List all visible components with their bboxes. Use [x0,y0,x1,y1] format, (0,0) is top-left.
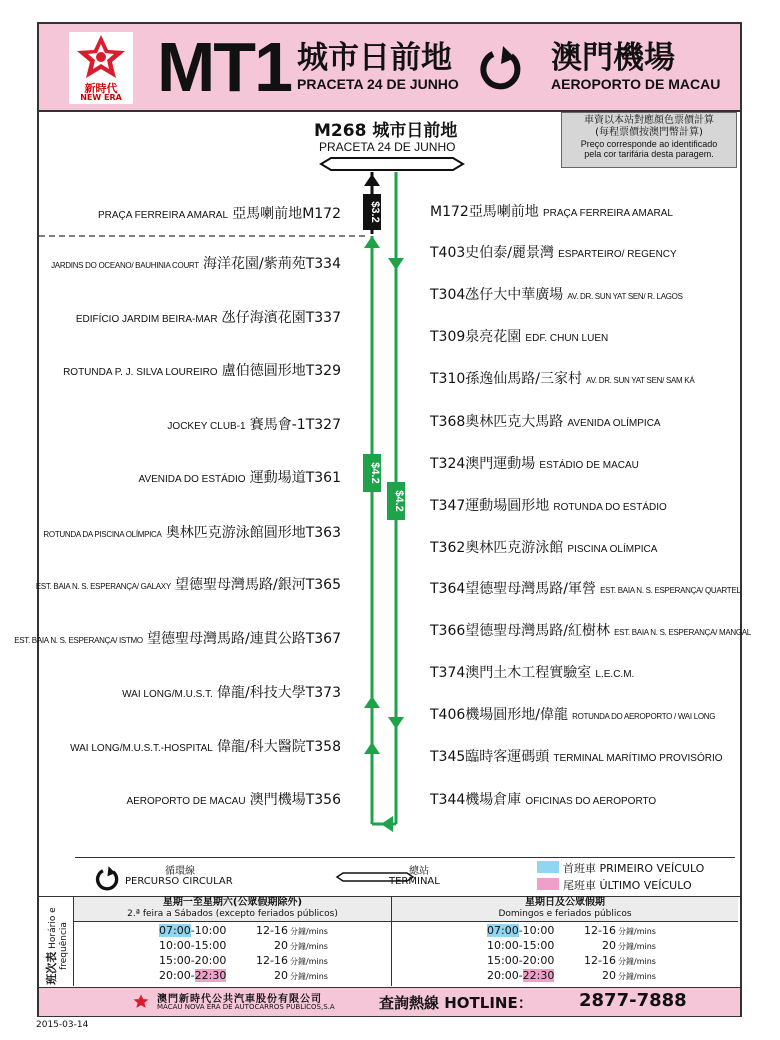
stop-name-pt: ROTUNDA DA PISCINA OLÍMPICA [43,530,162,539]
stop-name-zh: 望德聖母灣馬路/銀河 [175,577,306,593]
stop-code: T361 [305,470,341,486]
right-stop [430,455,639,475]
weekday-pt: 2.ª feira a Sábados (excepto feriados públicos) [127,909,338,919]
stop-name-zh: 氹仔海濱花園 [221,310,306,326]
fare-note-pt2: pela cor tarifária desta paragem. [584,149,714,159]
legend-circular-zh: 循環線 [165,866,195,877]
holiday-pt: Domingos e feriados públicos [498,909,632,919]
legend-circular-icon [95,864,121,892]
right-stop [430,791,656,811]
stop-name-zh: 亞馬喇前地 [232,206,303,222]
stop-name-pt: AV. DR. SUN YAT SEN/ SAM KÁ [586,376,695,385]
time-start: 20:00- [487,969,523,982]
stop-code: T403 [430,245,466,261]
right-stop [430,539,657,559]
stop-name-pt: EST. BAIA N. S. ESPERANÇA/ MANGAL [614,628,751,637]
frequency: 20 [274,969,288,982]
logo-name-en: NEW ERA [80,93,122,102]
stop-name-pt: AV. DR. SUN YAT SEN/ R. LAGOS [567,292,683,301]
stop-name-zh: 海洋花園/紫荊苑 [203,256,306,272]
right-stop [430,203,673,223]
left-stop [43,524,341,544]
stop-name-zh: 奧林匹克游泳館 [465,540,564,556]
stop-name-pt: JARDINS DO OCEANO/ BAUHINIA COURT [51,261,199,270]
time-range [159,969,226,982]
first-bus-swatch [537,861,559,873]
stop-name-pt: TERMINAL MARÍTIMO PROVISÓRIO [553,753,723,764]
time-range [487,939,554,952]
origin-name-zh: 城市日前地 [297,40,452,76]
left-stop [139,469,341,489]
stop-name-pt: PRAÇA FERREIRA AMARAL [98,210,229,221]
terminal-code: M268 [314,121,367,141]
left-stop [14,630,341,650]
stop-name-zh: 望德聖母灣馬路/軍營 [465,581,596,597]
stop-name-pt: JOCKEY CLUB-1 [167,421,246,432]
stop-code: M172 [302,206,341,222]
stop-name-pt: EST. BAIA N. S. ESPERANÇA/ ISTMO [14,636,143,645]
right-stop [430,370,694,390]
arrow-up-2 [364,696,380,708]
stop-code: T310 [430,371,466,387]
time-start: 07:00 [159,924,191,937]
schedule-table [39,896,740,987]
fare-note-zh2: (每程票價按澳門幣計算) [595,127,703,138]
stop-code: M172 [430,204,469,220]
stop-code: T374 [430,665,466,681]
time-end: -10:00 [190,924,227,937]
stop-code: T304 [430,287,466,303]
right-stop [430,664,634,684]
stop-code: T334 [305,256,341,272]
left-stop [122,684,341,704]
stop-name-pt: ESTÁDIO DE MACAU [539,460,639,471]
terminal-zh: 城市日前地 [372,121,458,141]
time-range [487,969,554,982]
time-start: 10:00 [487,939,519,952]
stop-name-zh: 澳門機場 [249,792,306,808]
frequency-unit: 分鐘/mins [618,942,656,951]
stop-name-zh: 亞馬喇前地 [468,204,539,220]
frequency: 20 [602,969,616,982]
right-stop [430,748,723,768]
stop-name-zh: 機場倉庫 [465,792,522,808]
stop-name-zh: 盧伯德圓形地 [221,363,306,379]
stop-name-pt: ESPARTEIRO/ REGENCY [558,249,677,260]
stop-name-pt: ROTUNDA P. J. SILVA LOUREIRO [63,367,218,378]
stop-name-pt: AVENIDA DO ESTÁDIO [138,474,246,485]
frequency-unit: 分鐘/mins [290,927,328,936]
frequency-unit: 分鐘/mins [618,957,656,966]
stop-name-pt: EST. BAIA N. S. ESPERANÇA/ QUARTEL [600,586,741,595]
stop-code: T337 [305,310,341,326]
stop-code: T347 [430,498,466,514]
left-stop [167,416,341,436]
stop-code: T365 [305,577,341,593]
company-name-pt: MACAU NOVA ERA DE AUTOCARROS PUBLICOS,S.A [157,1003,335,1011]
time-end: -20:00 [190,954,227,967]
frequency: 12-16 [584,954,616,967]
time-end: -15:00 [518,939,555,952]
stop-name-pt: ROTUNDA DO AEROPORTO / WAI LONG [572,712,716,721]
arrow-up-1 [364,236,380,248]
stop-name-pt: OFICINAS DO AEROPORTO [525,796,657,807]
stop-name-pt: EDF. CHUN LUEN [525,333,609,344]
stop-name-zh: 望德聖母灣馬路/連貫公路 [147,631,306,647]
holiday-zh: 星期日及公眾假期 [525,897,605,908]
stop-code: T368 [430,414,466,430]
fare-note-zh1: 車資以本站對應顏色票價計算 [584,115,714,126]
stop-code: T345 [430,749,466,765]
stop-name-zh: 臨時客運碼頭 [465,749,550,765]
stop-name-zh: 機場圓形地/偉龍 [465,707,568,723]
origin-name-pt: PRACETA 24 DE JUNHO [297,76,459,92]
stop-code: T329 [305,363,341,379]
destination-name-pt: AEROPORTO DE MACAU [551,76,721,92]
route-sign [14,22,751,1017]
legend-first-bus: 首班車 PRIMEIRO VEÍCULO [563,862,705,875]
stop-code: T356 [305,792,341,808]
time-range [487,924,554,937]
arrow-left-loop [381,816,393,832]
stop-name-zh: 奧林匹克大馬路 [465,414,564,430]
weekday-header [74,897,392,922]
hotline-label: 查詢熱線 HOTLINE： [379,994,533,1012]
route-line-diagram [39,24,740,854]
time-start: 15:00 [487,954,519,967]
stop-name-pt: PRAÇA FERREIRA AMARAL [542,208,673,219]
stop-code: T358 [305,739,341,755]
footer-logo-icon [131,991,151,1011]
holiday-header [392,897,738,922]
hotline-number[interactable]: 2877-7888 [579,990,687,1011]
arrow-up-black [364,174,380,186]
time-start: 20:00- [159,969,195,982]
stop-name-zh: 偉龍/科技大學 [217,685,306,701]
fare-label-a: $3.2 [369,201,381,223]
frequency: 20 [274,939,288,952]
stop-name-zh: 氹仔大中華廣場 [465,287,564,303]
frequency: 12-16 [256,924,288,937]
stop-name-zh: 運動場道 [249,470,306,486]
right-stop [430,328,608,348]
time-end: 22:30 [194,969,227,982]
route-number: MT1 [157,28,291,106]
print-date: 2015-03-14 [36,1020,89,1030]
stop-code: T364 [430,581,466,597]
fare-label-b: $4.2 [369,462,381,484]
left-stop [126,791,341,811]
footer [39,987,740,1016]
arrow-down-1 [388,258,404,270]
stop-code: T373 [305,685,341,701]
right-stop [430,706,715,726]
weekday-zh: 星期一至星期六(公眾假期除外) [162,897,303,908]
left-stop [36,576,341,596]
left-stop [70,738,341,758]
logo-name-zh: 新時代 [84,82,118,95]
stop-code: T366 [430,623,466,639]
stop-name-zh: 澳門運動場 [465,456,536,472]
legend-terminal-zh: 總站 [409,866,429,877]
time-start: 07:00 [487,924,519,937]
stop-name-pt: ROTUNDA DO ESTÁDIO [553,502,667,513]
stop-name-zh: 運動場圓形地 [465,498,550,514]
time-range [159,954,226,967]
left-stop [63,362,341,382]
stop-code: T406 [430,707,466,723]
schedule-side-zh: 班次表 [45,951,58,985]
frequency-unit: 分鐘/mins [290,957,328,966]
last-bus-swatch [537,878,559,890]
right-stop [430,413,661,433]
time-range [159,939,226,952]
company-name-zh: 澳門新時代公共汽車股份有限公司 [157,994,322,1005]
stop-code: T367 [305,631,341,647]
stop-name-zh: 孫逸仙馬路/三家村 [465,371,582,387]
time-start: 15:00 [159,954,191,967]
stop-name-pt: PISCINA OLÍMPICA [567,544,658,555]
right-stop [430,286,683,306]
legend [75,857,735,896]
stop-name-pt: WAI LONG/M.U.S.T. [122,689,213,700]
stop-name-zh: 泉亮花園 [465,329,522,345]
time-range [159,924,226,937]
time-range [487,954,554,967]
stop-code: T309 [430,329,466,345]
time-end: -20:00 [518,954,555,967]
right-stop [430,497,667,517]
stop-name-pt: EST. BAIA N. S. ESPERANÇA/ GALAXY [35,582,171,591]
stop-name-zh: 望德聖母灣馬路/紅樹林 [465,623,610,639]
stop-name-zh: 奧林匹克游泳館圓形地 [165,525,306,541]
stop-code: T363 [305,525,341,541]
destination-name-zh: 澳門機場 [551,40,675,76]
stop-name-pt: EDIFÍCIO JARDIM BEIRA-MAR [75,314,218,325]
frequency: 12-16 [256,954,288,967]
stop-code: T324 [430,456,466,472]
legend-terminal-pt: TERMINAL [389,876,440,887]
stop-code: T327 [305,417,341,433]
stop-name-zh: 澳門土木工程實驗室 [465,665,592,681]
stop-name-pt: L.E.C.M. [595,669,635,680]
stop-name-zh: 賽馬會-1 [249,417,306,433]
time-end: -10:00 [518,924,555,937]
frequency: 20 [602,939,616,952]
left-stop [51,255,341,275]
frequency-unit: 分鐘/mins [290,942,328,951]
stop-name-zh: 偉龍/科大醫院 [217,739,306,755]
right-stop [430,244,677,264]
legend-last-bus: 尾班車 ÚLTIMO VEÍCULO [563,879,692,892]
frequency: 12-16 [584,924,616,937]
stop-code: T344 [430,792,466,808]
schedule-side-pt: Horário e frequência [48,907,69,970]
stop-code: T362 [430,540,466,556]
stop-name-pt: WAI LONG/M.U.S.T.-HOSPITAL [70,743,213,754]
frequency-unit: 分鐘/mins [618,972,656,981]
stop-name-pt: AVENIDA OLÍMPICA [567,418,661,429]
left-stop [98,205,341,225]
legend-circular-pt: PERCURSO CIRCULAR [125,876,233,887]
right-stop [430,622,751,642]
terminal-bar [321,158,463,170]
fare-label-c: $4.2 [393,490,405,512]
frequency-unit: 分鐘/mins [290,972,328,981]
fare-note-pt1: Preço corresponde ao identificado [580,139,718,149]
time-end: -15:00 [190,939,227,952]
schedule-side-label [39,897,74,986]
arrow-down-2 [388,717,404,729]
stop-name-zh: 史伯泰/麗景灣 [465,245,554,261]
right-stop [430,580,741,600]
left-stop [76,309,341,329]
time-end: 22:30 [522,969,555,982]
stop-name-pt: AEROPORTO DE MACAU [126,796,246,807]
time-start: 10:00 [159,939,191,952]
frequency-unit: 分鐘/mins [618,927,656,936]
terminal-name-pt: PRACETA 24 DE JUNHO [319,140,456,154]
arrow-up-3 [364,742,380,754]
